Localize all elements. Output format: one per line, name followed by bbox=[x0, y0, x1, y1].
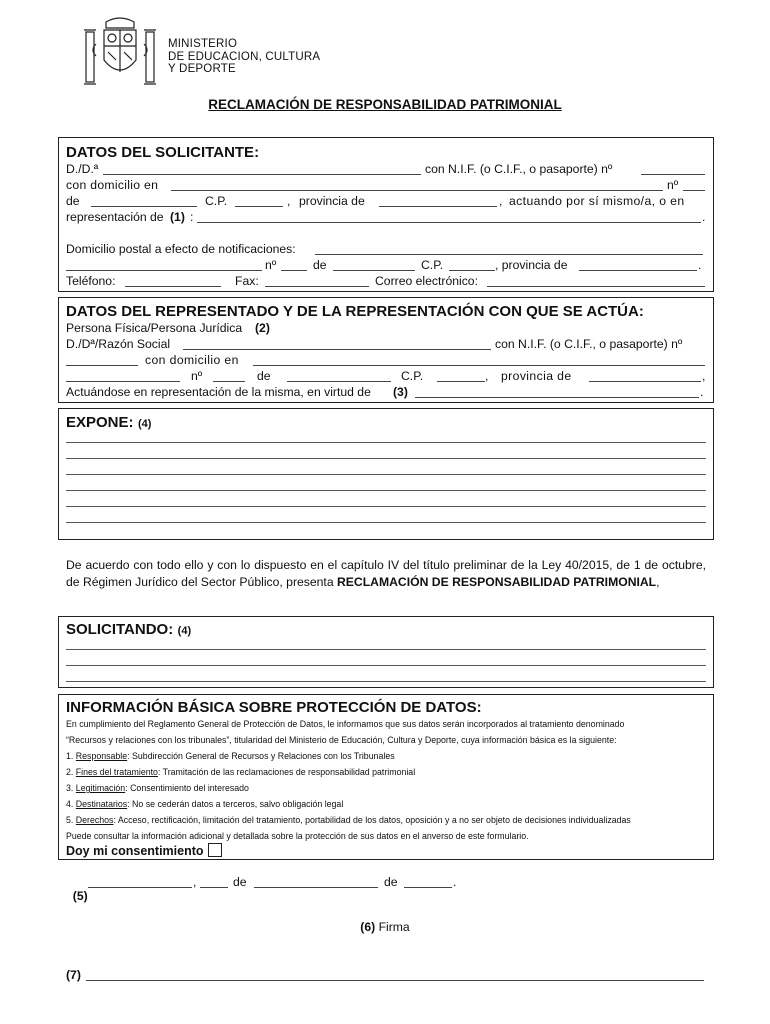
place-date-row bbox=[66, 875, 88, 903]
postal-cp-label: C.P. bbox=[421, 258, 444, 272]
item-term: Destinatarios bbox=[75, 799, 128, 809]
expone-line-2[interactable] bbox=[66, 458, 706, 459]
provincia-field[interactable] bbox=[379, 194, 497, 207]
fax-label: Fax: bbox=[235, 274, 259, 288]
solicitando-heading: SOLICITANDO: bbox=[66, 621, 174, 638]
ministry-line-3: Y DEPORTE bbox=[168, 63, 236, 75]
item-text: : Acceso, rectificación, limitación del tratamiento, portabilidad de los datos, oposición y a no ser objeto de decisiones individualizadas bbox=[113, 815, 631, 825]
postal-num-label: nº bbox=[265, 258, 277, 272]
actuandose-label: Actuándose en representación de la misma, en virtud de bbox=[66, 385, 371, 399]
rep-provincia-field[interactable] bbox=[589, 369, 701, 382]
postal-label: Domicilio postal a efecto de notificaciones: bbox=[66, 242, 296, 256]
proteccion-item bbox=[66, 783, 249, 793]
day-field[interactable] bbox=[200, 875, 228, 888]
item-term: Legitimación bbox=[75, 783, 126, 793]
consent-checkbox[interactable] bbox=[208, 843, 222, 857]
telefono-label: Teléfono: bbox=[66, 274, 116, 288]
expone-ref: (4) bbox=[137, 418, 152, 430]
postal-prov-label: , provincia de bbox=[495, 258, 568, 272]
postal-de-label: de bbox=[313, 258, 327, 272]
firma-label bbox=[0, 920, 770, 934]
actuandose-field[interactable] bbox=[415, 385, 699, 398]
rep-num-label: nº bbox=[191, 369, 203, 383]
rep-localidad-field[interactable] bbox=[287, 369, 391, 382]
solicitante-heading: DATOS DEL SOLICITANTE: bbox=[66, 144, 260, 161]
de-2-label: de bbox=[384, 875, 398, 889]
ref-6: (6) bbox=[360, 920, 376, 934]
provincia-label: provincia de bbox=[299, 194, 365, 208]
consent-row bbox=[66, 843, 222, 858]
place-field[interactable] bbox=[88, 875, 192, 888]
year-field[interactable] bbox=[404, 875, 452, 888]
page-title: RECLAMACIÓN DE RESPONSABILIDAD PATRIMONIAL bbox=[208, 97, 562, 112]
representacion-field[interactable] bbox=[197, 210, 701, 223]
de-label: de bbox=[66, 194, 80, 208]
expone-line-6[interactable] bbox=[66, 522, 706, 523]
addressee-field[interactable] bbox=[86, 968, 704, 981]
postal-num-field[interactable] bbox=[281, 258, 307, 271]
domicilio-field[interactable] bbox=[171, 178, 663, 191]
postal-field[interactable] bbox=[315, 242, 703, 255]
rep-domicilio-label: con domicilio en bbox=[145, 353, 239, 367]
item-num: 4. bbox=[66, 799, 74, 809]
month-field[interactable] bbox=[254, 875, 378, 888]
rep-cp-field[interactable] bbox=[437, 369, 485, 382]
ref-2: (2) bbox=[255, 321, 270, 335]
item-num: 1. bbox=[66, 751, 74, 761]
item-num: 2. bbox=[66, 767, 74, 777]
proteccion-item bbox=[66, 799, 343, 809]
rep-de-label: de bbox=[257, 369, 271, 383]
correo-field[interactable] bbox=[487, 274, 705, 287]
telefono-field[interactable] bbox=[125, 274, 221, 287]
solicitando-section bbox=[58, 616, 714, 688]
rep-domicilio-field[interactable] bbox=[253, 353, 705, 366]
proteccion-intro-2: “Recursos y relaciones con los tribunales”, titularidad del Ministerio de Educación, Cultura y Deporte, cuya información básica es la siguiente: bbox=[66, 735, 617, 745]
item-text: : Consentimiento del interesado bbox=[125, 783, 249, 793]
rep-street-field[interactable] bbox=[66, 369, 180, 382]
proteccion-consult: Puede consultar la información adicional y detallada sobre la protección de sus datos en el anverso de este formulario. bbox=[66, 831, 529, 841]
razon-field[interactable] bbox=[183, 337, 491, 350]
num-field[interactable] bbox=[683, 178, 705, 191]
acuerdo-paragraph bbox=[66, 557, 706, 590]
nif-label: con N.I.F. (o C.I.F., o pasaporte) nº bbox=[425, 162, 613, 176]
nif-field[interactable] bbox=[641, 162, 705, 175]
proteccion-heading: INFORMACIÓN BÁSICA SOBRE PROTECCIÓN DE DATOS: bbox=[66, 699, 482, 716]
rep-nif-label: con N.I.F. (o C.I.F., o pasaporte) nº bbox=[495, 337, 683, 351]
solicitante-section: DATOS DEL SOLICITANTE: D./D.ª con N.I.F. (o C.I.F., o pasaporte) nº con domicilio en nº de C.P. , provincia de , actuando por sí mismo/a, o en representación de (1) : . Domicilio postal a efecto de notificaciones: nº de C.P. , provincia de . Teléfono: Fax: Correo electrónico: bbox=[58, 137, 714, 292]
expone-line-4[interactable] bbox=[66, 490, 706, 491]
solicitando-line-2[interactable] bbox=[66, 665, 706, 666]
item-num: 3. bbox=[66, 783, 74, 793]
representado-section: DATOS DEL REPRESENTADO Y DE LA REPRESENTACIÓN CON QUE SE ACTÚA: Persona Física/Persona Jurídica (2) D./Dª/Razón Social con N.I.F. (o C.I.F., o pasaporte) nº con domicilio en nº de C.P. , provincia de , Actuándose en representación de la misma, en virtud de (3) . bbox=[58, 297, 714, 403]
item-num: 5. bbox=[66, 815, 74, 825]
proteccion-item bbox=[66, 751, 395, 761]
firma-text: Firma bbox=[378, 920, 410, 934]
dd-label: D./D.ª bbox=[66, 162, 99, 176]
domicilio-label: con domicilio en bbox=[66, 178, 159, 192]
solicitando-line-3[interactable] bbox=[66, 681, 706, 682]
rep-nif-field[interactable] bbox=[66, 353, 138, 366]
razon-label: D./Dª/Razón Social bbox=[66, 337, 171, 351]
ministry-name bbox=[168, 38, 320, 76]
coat-of-arms-logo bbox=[80, 14, 160, 92]
rep-num-field[interactable] bbox=[213, 369, 245, 382]
actuando-label: actuando por sí mismo/a, o en bbox=[509, 194, 685, 208]
cp-field[interactable] bbox=[235, 194, 283, 207]
rep-cp-label: C.P. bbox=[401, 369, 424, 383]
solicitando-line-1[interactable] bbox=[66, 649, 706, 650]
item-term: Fines del tratamiento bbox=[75, 767, 158, 777]
ministry-line-2: DE EDUCACION, CULTURA bbox=[168, 50, 321, 63]
rep-provincia-label: provincia de bbox=[501, 369, 572, 383]
item-text: : No se cederán datos a terceros, salvo obligación legal bbox=[127, 799, 344, 809]
persona-label: Persona Física/Persona Jurídica bbox=[66, 321, 243, 335]
fax-field[interactable] bbox=[265, 274, 369, 287]
postal-prov-field[interactable] bbox=[579, 258, 697, 271]
expone-line-3[interactable] bbox=[66, 474, 706, 475]
representacion-label: representación de bbox=[66, 210, 164, 224]
expone-line-1[interactable] bbox=[66, 442, 706, 443]
ref-3: (3) bbox=[393, 385, 408, 399]
proteccion-item bbox=[66, 815, 631, 825]
localidad-field[interactable] bbox=[91, 194, 197, 207]
acuerdo-bold: RECLAMACIÓN DE RESPONSABILIDAD PATRIMONIAL bbox=[337, 574, 657, 589]
postal-cp-field[interactable] bbox=[449, 258, 495, 271]
expone-line-5[interactable] bbox=[66, 506, 706, 507]
ref-1: (1) bbox=[170, 210, 185, 224]
num-label: nº bbox=[667, 178, 679, 192]
ref-5: (5) bbox=[72, 889, 88, 903]
acuerdo-text: De acuerdo con todo ello y con lo dispuesto en el capítulo IV del título preliminar de la Ley 40/2015, de 1 de octubre, de Régimen Jurídico del Sector Público, presenta bbox=[66, 558, 706, 589]
expone-heading: EXPONE: bbox=[66, 414, 134, 431]
acuerdo-end: , bbox=[656, 574, 660, 589]
cp-label: C.P. bbox=[205, 194, 228, 208]
representado-heading: DATOS DEL REPRESENTADO Y DE LA REPRESENTACIÓN CON QUE SE ACTÚA: bbox=[66, 303, 644, 320]
proteccion-section bbox=[58, 694, 714, 860]
correo-label: Correo electrónico: bbox=[375, 274, 478, 288]
de-1-label: de bbox=[233, 875, 247, 889]
item-text: : Tramitación de las reclamaciones de responsabilidad patrimonial bbox=[157, 767, 416, 777]
expone-section bbox=[58, 408, 714, 540]
solicitando-ref: (4) bbox=[177, 625, 192, 637]
postal-localidad-field[interactable] bbox=[333, 258, 415, 271]
item-term: Responsable bbox=[75, 751, 128, 761]
item-term: Derechos bbox=[75, 815, 114, 825]
proteccion-intro-1: En cumplimiento del Reglamento General de Protección de Datos, le informamos que sus datos serán incorporados al tratamiento denominado bbox=[66, 719, 625, 729]
proteccion-item bbox=[66, 767, 415, 777]
consent-label: Doy mi consentimiento bbox=[66, 844, 204, 858]
ref-7: (7) bbox=[66, 968, 81, 982]
name-field[interactable] bbox=[103, 162, 421, 175]
postal-street-field[interactable] bbox=[66, 258, 262, 271]
ministry-line-1: MINISTERIO bbox=[168, 38, 238, 50]
item-text: : Subdirección General de Recursos y Relaciones con los Tribunales bbox=[127, 751, 395, 761]
